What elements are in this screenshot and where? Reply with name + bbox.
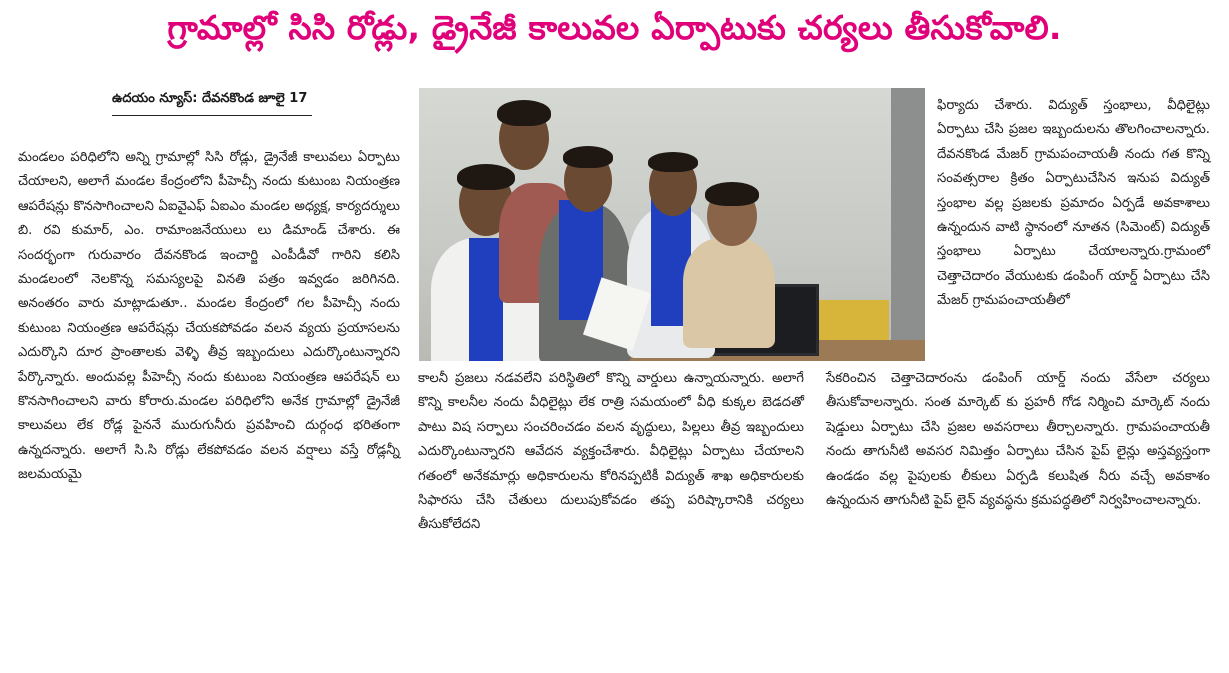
photo-hair-1: [457, 164, 515, 190]
photo-hair-3: [563, 146, 613, 168]
byline: ఉదయం న్యూస్: దేవనకొండ జూలై 17: [112, 90, 312, 116]
photo-hair-5: [705, 182, 759, 206]
photo-person-5: [683, 238, 775, 348]
news-photo: [419, 88, 925, 361]
photo-door: [891, 88, 925, 361]
photo-scarf-1: [469, 238, 503, 361]
photo-hair-2: [497, 100, 551, 126]
photo-hair-4: [648, 152, 698, 172]
headline: గ్రామాల్లో సిసి రోడ్లు, డ్రైనేజీ కాలువల ఏర్పాటుకు చర్యలు తీసుకోవాలి.: [167, 8, 1062, 47]
article-column-right-top: ఫిర్యాదు చేశారు. విద్యుత్ స్తంభాలు, వీధిలైట్లు ఏర్పాటు చేసి ప్రజల ఇబ్బందులను తొలగించాలన్నారు. దేవనకొండ మేజర్ గ్రామపంచాయతీ నందు గత కొన్ని సంవత్సరాల క్రితం ఏర్పాటుచేసిన ఇనుప విద్యుత్ స్తంభాల వల్ల ప్రజలకు ప్రమాదం ఏర్పడే అవకాశాలు ఉన్నందున వాటి స్థానంలో నూతన (సిమెంట్) విద్యుత్ స్తంభాలు ఏర్పాటు చేయాలన్నారు.గ్రామంలో చెత్తాచెదారం వేయుటకు డంపింగ్ యార్డ్ ఏర్పాటు చేసి మేజర్ గ్రామపంచాయతీలో: [937, 98, 1210, 309]
article-column-middle: కాలనీ ప్రజలు నడవలేని పరిస్థితిలో కొన్ని వార్డులు ఉన్నాయన్నారు. అలాగే కొన్ని కాలనీల నందు వీధిలైట్లు లేక రాత్రి సమయంలో వీధి కుక్కల బెడదతో పాటు విష సర్పాలు సంచరించడం వలన వృద్ధులు, పిల్లలు తీవ్ర ఇబ్బందులు ఎదుర్కొంటున్నారని ఆవేదన వ్యక్తంచేశారు. వీధిలైట్లు ఏర్పాటు చేయాలని గతంలో అనేకమార్లు అధికారులను కోరినప్పటికీ విద్యుత్ శాఖ అధికారులకు సిఫారసు చేసి చేతులు దులుపుకోవడం తప్ప పరిష్కారానికి చర్యలు తీసుకోలేదని: [418, 371, 804, 533]
article-column-left: మండలం పరిధిలోని అన్ని గ్రామాల్లో సిసి రోడ్లు, డ్రైనేజీ కాలువలు ఏర్పాటు చేయాలని, అలాగే మండల కేంద్రంలోని పీహెచ్సీ నందు కుటుంబ నియంత్రణ ఆపరేషన్లు కొనసాగించాలని ఏఐవైఎఫ్ ఏఐఎం మండల అధ్యక్ష, కార్యదర్శులు బి. రవి కుమార్, ఎం. రామాంజనేయులు లు డిమాండ్ చేశారు. ఈ సందర్భంగా గురువారం దేవనకొండ ఇంచార్జి ఎంపీడీవో గారిని కలిసి మండలంలో నెలకొన్న సమస్యలపై వినతి పత్రం ఇవ్వడం జరిగినది. అనంతరం వారు మాట్లాడుతూ.. మండల కేంద్రంలో గల పీహెచ్సీ నందు కుటుంబ నియంత్రణ ఆపరేషన్లు చేయకపోవడం వలన వ్యయ ప్రయాసలను ఎదుర్కొని దూర ప్రాంతాలకు వెళ్ళి తీవ్ర ఇబ్బందులు ఎదుర్కొంటున్నారని పేర్కొన్నారు. అందువల్ల పీహెచ్సీ నందు కుటుంబ నియంత్రణ ఆపరేషన్ లు కొనసాగించాలని వారు కోరారు.మండల పరిధిలోని అనేక గ్రామాల్లో డ్రైనేజీ కాలువలు లేక రోడ్ల పైననే మురుగునీరు ప్రవహించి దుర్గంధ భరితంగా ఉన్నదన్నారు. అలాగే సి.సి రోడ్లు లేకపోవడం వలన వర్షాలు వస్తే రోడ్లన్నీ జలమయమై: [18, 150, 400, 483]
article-column-right-bottom: సేకరించిన చెత్తాచెదారంను డంపింగ్ యార్డ్ నందు వేసేలా చర్యలు తీసుకోవాలన్నారు. సంత మార్కెట్ కు ప్రహరీ గోడ నిర్మించి మార్కెట్ నందు షెడ్డులు ఏర్పాటు చేసి ప్రజల అవసరాలు తీర్చాలన్నారు. గ్రామపంచాయతీ నందు తాగునీటి అవసర నిమిత్తం ఏర్పాటు చేసిన పైప్ లైన్లు అస్తవ్యస్తంగా ఉండడం వల్ల పైపులకు లీకులు ఏర్పడి కలుషిత నీరు వచ్చే అవకాశం ఉన్నందున తాగునీటి పైప్ లైన్ వ్యవస్థను క్రమపద్ధతిలో నిర్వహించాలన్నారు.: [826, 371, 1210, 509]
